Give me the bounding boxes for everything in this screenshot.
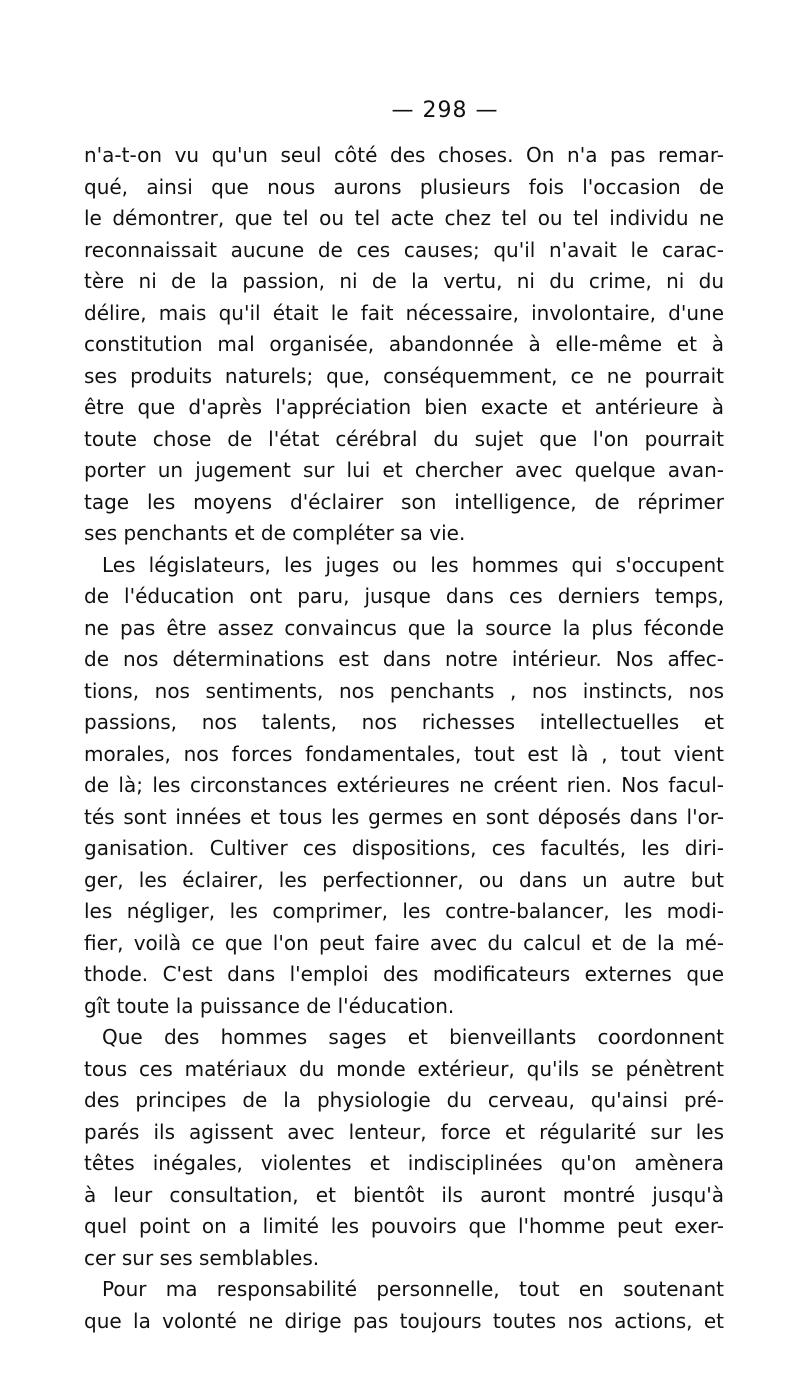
text-line: tés sont innées et tous les germes en sont déposés dans l'or-	[84, 804, 724, 829]
text-line: thode. C'est dans l'emploi des modificateurs externes que	[84, 962, 724, 986]
text-line: cer sur ses semblables.	[84, 1245, 320, 1270]
paragraph-4	[84, 1274, 724, 1337]
paragraph-3	[84, 1022, 724, 1274]
text-line: ses penchants et de compléter sa vie.	[84, 521, 466, 545]
text-line: Pour ma responsabilité personnelle, tout en soutenant	[102, 1277, 724, 1301]
text-line: parés ils agissent avec lenteur, force et régularité sur les	[84, 1119, 724, 1144]
text-line: de l'éducation ont paru, jusque dans ces derniers temps,	[84, 584, 724, 608]
text-line: Les législateurs, les juges ou les hommes qui s'occupent	[102, 552, 724, 577]
text-line: Que des hommes sages et bienveillants coordonnent	[102, 1025, 724, 1049]
text-line: constitution mal organisée, abandonnée à elle-même et à	[84, 332, 724, 356]
body-text	[84, 140, 724, 1337]
text-line: tions, nos sentiments, nos penchants , nos instincts, nos	[84, 678, 724, 703]
text-line: les négliger, les comprimer, les contre-balancer, les modi-	[84, 899, 724, 923]
paragraph-1	[84, 140, 724, 550]
text-line: porter un jugement sur lui et chercher avec quelque avan-	[84, 458, 724, 482]
text-line: être que d'après l'appréciation bien exacte et antérieure à	[84, 395, 724, 419]
text-line: n'a-t-on vu qu'un seul côté des choses. On n'a pas remar-	[84, 143, 724, 167]
text-line: toute chose de l'état cérébral du sujet que l'on pourrait	[84, 426, 724, 451]
text-line: délire, mais qu'il était le fait nécessaire, involontaire, d'une	[84, 300, 724, 325]
paragraph-2	[84, 550, 724, 1023]
text-line: ganisation. Cultiver ces dispositions, ces facultés, les diri-	[84, 836, 724, 860]
text-line: tous ces matériaux du monde extérieur, qu'ils se pénètrent	[84, 1056, 724, 1081]
text-line: quel point on a limité les pouvoirs que l'homme peut exer-	[84, 1214, 724, 1238]
text-line: qué, ainsi que nous aurons plusieurs fois l'occasion de	[84, 174, 724, 199]
text-line: le démontrer, que tel ou tel acte chez tel ou tel individu ne	[84, 206, 724, 230]
text-line: têtes inégales, violentes et indisciplinées qu'on amènera	[84, 1151, 724, 1175]
text-line: tère ni de la passion, ni de la vertu, ni du crime, ni du	[84, 269, 724, 293]
text-line: passions, nos talents, nos richesses intellectuelles et	[84, 710, 724, 734]
text-line: que la volonté ne dirige pas toujours toutes nos actions, et	[84, 1308, 724, 1333]
page-number: — 298 —	[391, 98, 499, 123]
text-line: de nos déterminations est dans notre intérieur. Nos affec-	[84, 647, 724, 671]
text-line: reconnaissait aucune de ces causes; qu'il n'avait le carac-	[84, 237, 724, 262]
text-line: ger, les éclairer, les perfectionner, ou dans un autre but	[84, 867, 724, 892]
text-line: de là; les circonstances extérieures ne créent rien. Nos facul-	[84, 773, 724, 797]
text-line: à leur consultation, et bientôt ils auront montré jusqu'à	[84, 1182, 724, 1207]
text-line: gît toute la puissance de l'éducation.	[84, 993, 455, 1018]
text-line: fier, voilà ce que l'on peut faire avec du calcul et de la mé-	[84, 930, 724, 955]
text-line: ne pas être assez convaincus que la source la plus féconde	[84, 615, 724, 640]
text-line: ses produits naturels; que, conséquemment, ce ne pourrait	[84, 363, 724, 388]
text-line: morales, nos forces fondamentales, tout est là , tout vient	[84, 741, 724, 766]
text-line: des principes de la physiologie du cerveau, qu'ainsi pré-	[84, 1088, 724, 1112]
text-line: tage les moyens d'éclairer son intelligence, de réprimer	[84, 489, 724, 514]
